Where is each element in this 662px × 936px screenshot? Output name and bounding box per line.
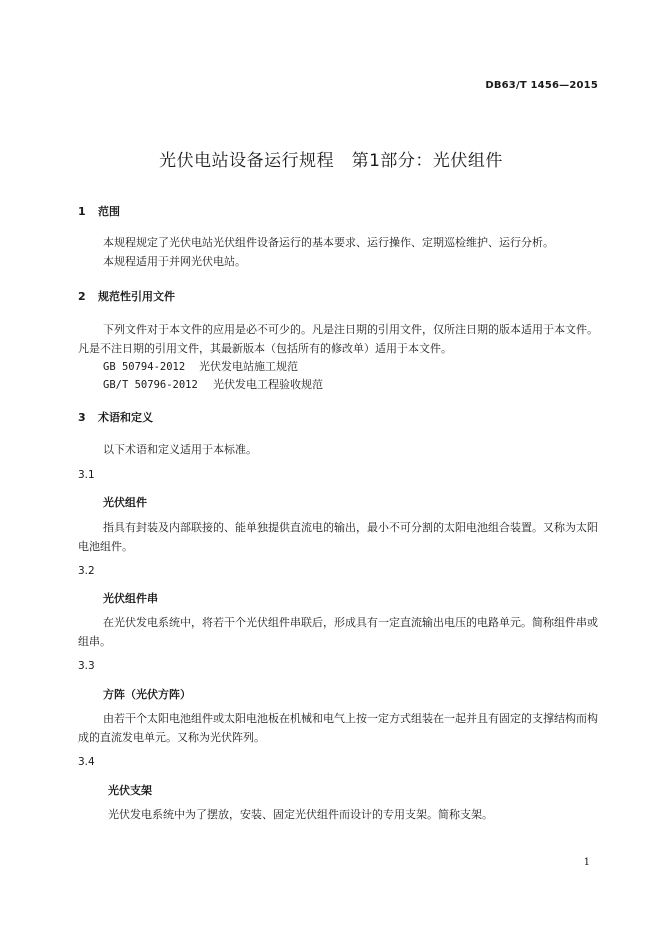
term-definition: 在光伏发电系统中，将若干个光伏组件串联后，形成具有一定直流输出电压的电路单元。简称组件串或组串。 bbox=[78, 616, 598, 648]
reference-item bbox=[103, 376, 323, 392]
page-number: 1 bbox=[583, 857, 590, 868]
term-number: 3.2 bbox=[78, 565, 95, 577]
term-definition: 指具有封装及内部联接的、能单独提供直流电的输出，最小不可分割的太阳电池组合装置。又称为太阳电池组件。 bbox=[78, 521, 598, 553]
scope-paragraph-2: 本规程适用于并网光伏电站。 bbox=[103, 255, 246, 268]
reference-code: GB/T 50796-2012 bbox=[103, 379, 198, 391]
section-number: 1 bbox=[78, 205, 86, 218]
term-title: 光伏支架 bbox=[108, 784, 152, 797]
section-title: 规范性引用文件 bbox=[98, 290, 175, 303]
term-title: 光伏组件 bbox=[103, 496, 147, 509]
section-title: 术语和定义 bbox=[98, 411, 153, 424]
scope-paragraph-1: 本规程规定了光伏电站光伏组件设备运行的基本要求、运行操作、定期巡检维护、运行分析。 bbox=[103, 236, 554, 249]
section-3-heading bbox=[78, 409, 153, 425]
section-2-heading bbox=[78, 288, 175, 304]
standard-code: DB63/T 1456—2015 bbox=[485, 80, 598, 91]
term-definition: 由若干个太阳电池组件或太阳电池板在机械和电气上按一定方式组装在一起并且有固定的支撑结构而构成的直流发电单元。又称为光伏阵列。 bbox=[78, 712, 598, 744]
term-number: 3.1 bbox=[78, 469, 95, 481]
term-number: 3.4 bbox=[78, 756, 95, 768]
term-number: 3.3 bbox=[78, 660, 95, 672]
document-title: 光伏电站设备运行规程 第1部分：光伏组件 bbox=[159, 151, 503, 171]
section-number: 3 bbox=[78, 411, 86, 424]
reference-name: 光伏发电工程验收规范 bbox=[213, 378, 323, 391]
normative-references-paragraph: 下列文件对于本文件的应用是必不可少的。凡是注日期的引用文件，仅所注日期的版本适用于本文件。凡是不注日期的引用文件，其最新版本（包括所有的修改单）适用于本文件。 bbox=[78, 323, 598, 355]
term-title: 方阵（光伏方阵） bbox=[103, 688, 191, 701]
term-title: 光伏组件串 bbox=[103, 592, 158, 605]
reference-item bbox=[103, 358, 298, 374]
reference-code: GB 50794-2012 bbox=[103, 361, 186, 373]
section-number: 2 bbox=[78, 290, 86, 303]
section-title: 范围 bbox=[98, 205, 120, 218]
terms-intro-paragraph: 以下术语和定义适用于本标准。 bbox=[103, 443, 257, 456]
term-definition: 光伏发电系统中为了摆放，安装、固定光伏组件而设计的专用支架。简称支架。 bbox=[108, 808, 493, 821]
reference-name: 光伏发电站施工规范 bbox=[199, 360, 298, 373]
section-1-heading bbox=[78, 203, 120, 219]
